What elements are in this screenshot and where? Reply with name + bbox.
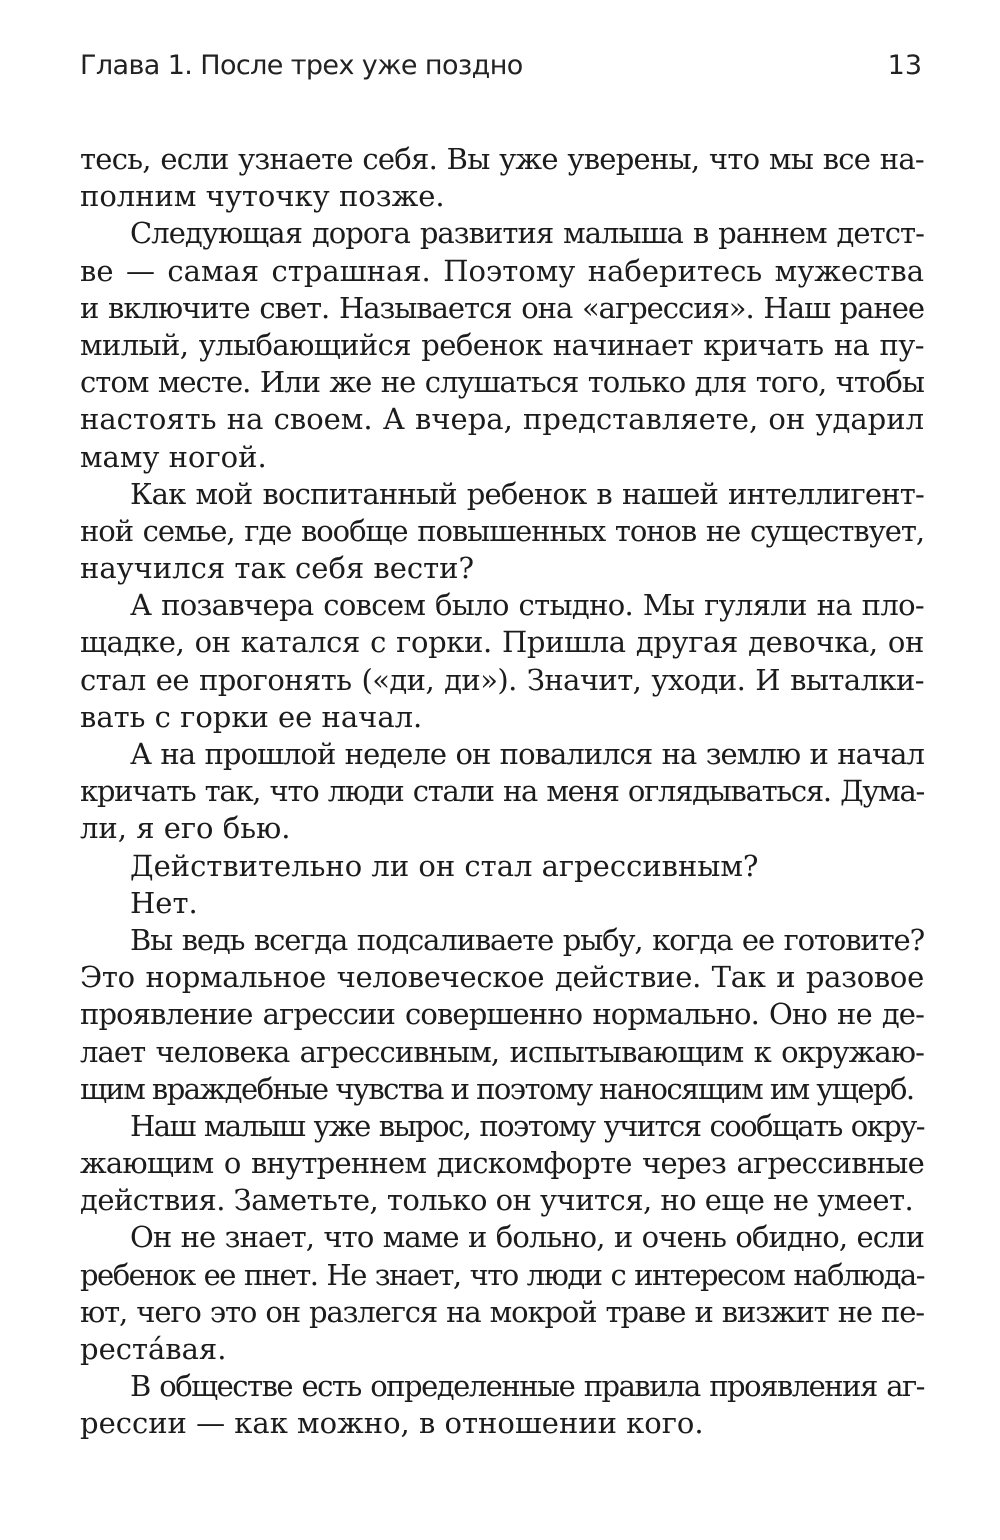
text-line: Он не знает, что маме и больно, и очень обидно, если: [130, 1220, 924, 1255]
text-line: рессии — как можно, в отношении кого.: [80, 1406, 704, 1441]
running-head: [80, 50, 922, 90]
text-line: лает человека агрессивным, испытывающим к окружаю-: [80, 1034, 924, 1069]
text-line: настоять на своем. А вчера, представляете, он ударил: [80, 402, 924, 437]
paragraph: [80, 1108, 924, 1220]
page-number: 13: [887, 50, 922, 81]
text-line: щим враждебные чувства и поэтому наносящим им ущерб.: [80, 1071, 914, 1106]
text-line: ве — самая страшная. Поэтому наберитесь мужества: [80, 253, 924, 288]
paragraph: [80, 736, 924, 848]
paragraph: [80, 587, 924, 736]
paragraph: [80, 1219, 924, 1368]
text-line: щадке, он катался с горки. Пришла другая девочка, он: [80, 625, 924, 660]
text-line: Нет.: [130, 885, 198, 920]
text-line: Вы ведь всегда подсаливаете рыбу, когда ее готовите?: [130, 922, 924, 957]
text-line: А позавчера совсем было стыдно. Мы гуляли на пло-: [130, 588, 924, 623]
text-line: Действительно ли он стал агрессивным?: [130, 848, 759, 883]
text-line: милый, улыбающийся ребенок начинает кричать на пу-: [80, 327, 924, 362]
paragraph: [80, 922, 924, 1108]
paragraph: [80, 848, 924, 885]
text-line: стом месте. Или же не слушаться только для того, чтобы: [80, 365, 924, 400]
text-line: рестáвая.: [80, 1332, 227, 1366]
text-line: кричать так, что люди стали на меня оглядываться. Дума-: [80, 774, 924, 809]
text-line: проявление агрессии совершенно нормально. Оно не де-: [80, 997, 924, 1032]
text-line: научился так себя вести?: [80, 551, 475, 586]
text-line: В обществе есть определенные правила проявления аг-: [130, 1369, 924, 1404]
text-line: полним чуточку позже.: [80, 179, 445, 214]
text-line: маму ногой.: [80, 439, 267, 474]
text-line: Это нормальное человеческое действие. Так и разовое: [80, 960, 924, 995]
chapter-title: Глава 1. После трех уже поздно: [80, 50, 523, 81]
text-line: Наш малыш уже вырос, поэтому учится сообщать окру-: [130, 1108, 924, 1143]
text-line: Как мой воспитанный ребенок в нашей интеллигент-: [130, 476, 924, 511]
paragraph: [80, 215, 924, 475]
paragraph: [80, 141, 924, 215]
text-line: жающим о внутреннем дискомфорте через агрессивные: [80, 1146, 924, 1181]
text-line: тесь, если узнаете себя. Вы уже уверены, что мы все на-: [80, 142, 924, 176]
text-line: и включите свет. Называется она «агрессия». Наш ранее: [80, 290, 924, 325]
text-line: стал ее прогонять («ди, ди»). Значит, уходи. И выталки-: [80, 662, 924, 697]
text-line: ют, чего это он разлегся на мокрой траве и визжит не пе-: [80, 1294, 924, 1329]
text-line: Следующая дорога развития малыша в раннем детст-: [130, 216, 924, 251]
paragraph: [80, 1368, 924, 1442]
text-line: действия. Заметьте, только он учится, но еще не умеет.: [80, 1183, 914, 1218]
body-text: [80, 141, 924, 1443]
text-line: ной семье, где вообще повышенных тонов не существует,: [80, 513, 924, 548]
text-line: вать с горки ее начал.: [80, 699, 423, 734]
text-line: ли, я его бью.: [80, 811, 291, 846]
paragraph: [80, 476, 924, 588]
text-line: ребенок ее пнет. Не знает, что люди с интересом наблюда-: [80, 1257, 924, 1292]
text-line: А на прошлой неделе он повалился на землю и начал: [130, 737, 924, 771]
paragraph: [80, 885, 924, 922]
